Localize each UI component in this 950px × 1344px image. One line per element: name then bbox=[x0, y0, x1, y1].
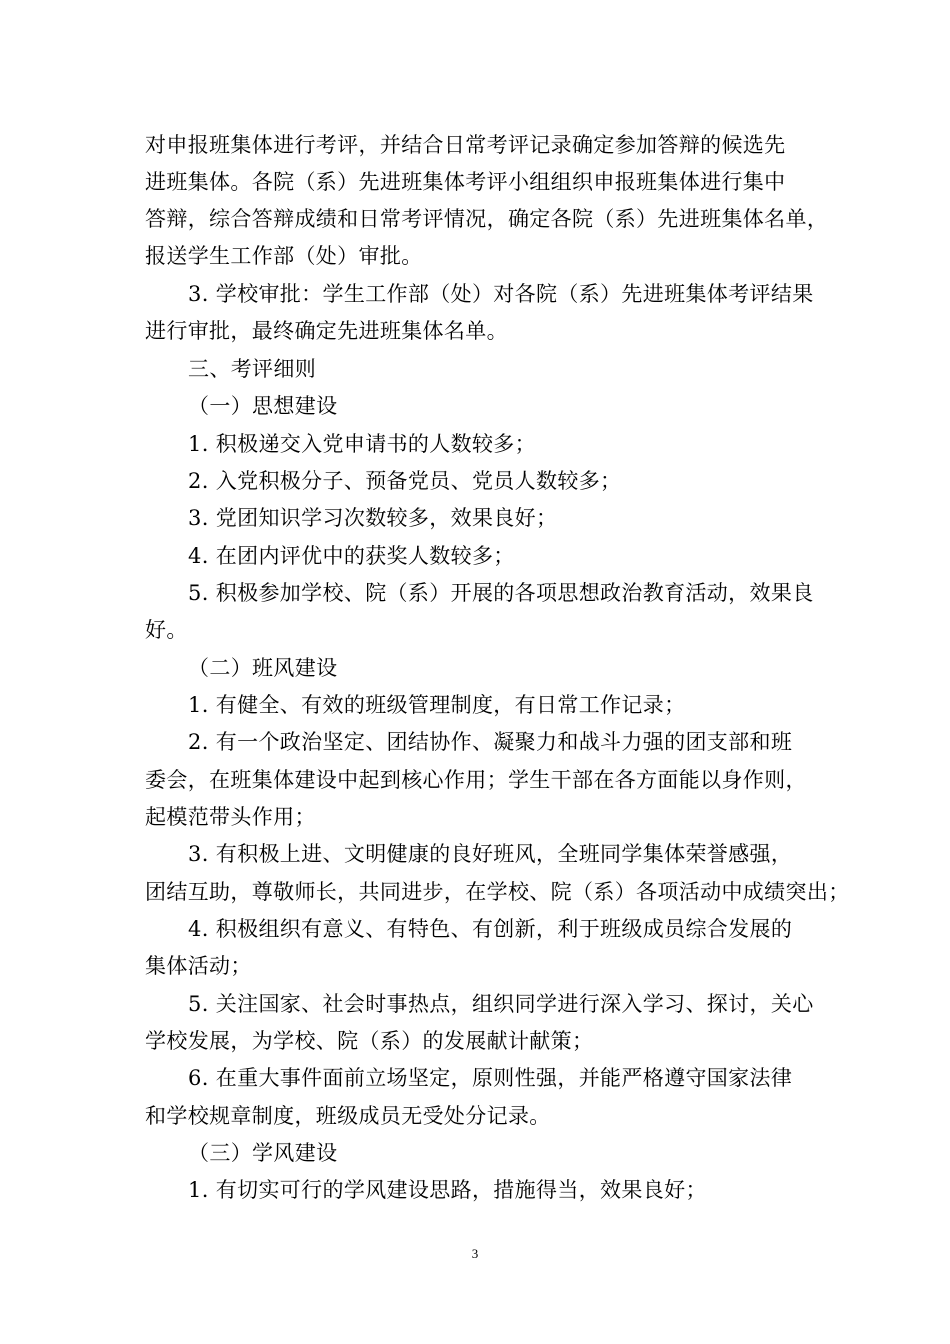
list-item: 3. 有积极上进、文明健康的良好班风，全班同学集体荣誉感强， bbox=[188, 842, 793, 866]
paragraph-line: 报送学生工作部（处）审批。 bbox=[145, 244, 423, 268]
page-number: 3 bbox=[471, 1246, 479, 1261]
paragraph-line: 起模范带头作用； bbox=[145, 805, 316, 829]
list-item: 6. 在重大事件面前立场坚定，原则性强，并能严格遵守国家法律 bbox=[188, 1066, 793, 1090]
paragraph-line: 3. 学校审批：学生工作部（处）对各院（系）先进班集体考评结果 bbox=[188, 282, 814, 306]
list-item: 4. 积极组织有意义、有特色、有创新，利于班级成员综合发展的 bbox=[188, 917, 793, 941]
paragraph-line: 进行审批，最终确定先进班集体名单。 bbox=[145, 319, 508, 343]
section-heading: 三、考评细则 bbox=[188, 357, 317, 381]
paragraph-line: 学校发展，为学校、院（系）的发展献计献策； bbox=[145, 1029, 594, 1053]
list-item: 2. 有一个政治坚定、团结协作、凝聚力和战斗力强的团支部和班 bbox=[188, 730, 793, 754]
paragraph-line: 委会，在班集体建设中起到核心作用；学生干部在各方面能以身作则， bbox=[145, 768, 807, 792]
list-item: 1. 有健全、有效的班级管理制度，有日常工作记录； bbox=[188, 693, 686, 717]
paragraph-line: 进班集体。各院（系）先进班集体考评小组组织申报班集体进行集中 bbox=[145, 170, 786, 194]
paragraph-line: 答辩，综合答辩成绩和日常考评情况，确定各院（系）先进班集体名单， bbox=[145, 207, 829, 231]
list-item: 1. 积极递交入党申请书的人数较多； bbox=[188, 432, 537, 456]
list-item: 1. 有切实可行的学风建设思路，措施得当，效果良好； bbox=[188, 1178, 707, 1202]
list-item: 4. 在团内评优中的获奖人数较多； bbox=[188, 544, 515, 568]
list-item: 5. 积极参加学校、院（系）开展的各项思想政治教育活动，效果良 bbox=[188, 581, 814, 605]
paragraph-line: 和学校规章制度，班级成员无受处分记录。 bbox=[145, 1104, 551, 1128]
list-item: 5. 关注国家、社会时事热点，组织同学进行深入学习、探讨，关心 bbox=[188, 992, 814, 1016]
list-item: 2. 入党积极分子、预备党员、党员人数较多； bbox=[188, 469, 622, 493]
subsection-heading: （二）班风建设 bbox=[188, 656, 338, 680]
paragraph-line: 好。 bbox=[145, 618, 188, 642]
paragraph-line: 对申报班集体进行考评，并结合日常考评记录确定参加答辩的候选先 bbox=[145, 133, 786, 157]
paragraph-line: 集体活动； bbox=[145, 954, 252, 978]
subsection-heading: （一）思想建设 bbox=[188, 394, 338, 418]
paragraph-line: 团结互助，尊敬师长，共同进步，在学校、院（系）各项活动中成绩突出； bbox=[145, 880, 850, 904]
list-item: 3. 党团知识学习次数较多，效果良好； bbox=[188, 506, 558, 530]
subsection-heading: （三）学风建设 bbox=[188, 1141, 338, 1165]
